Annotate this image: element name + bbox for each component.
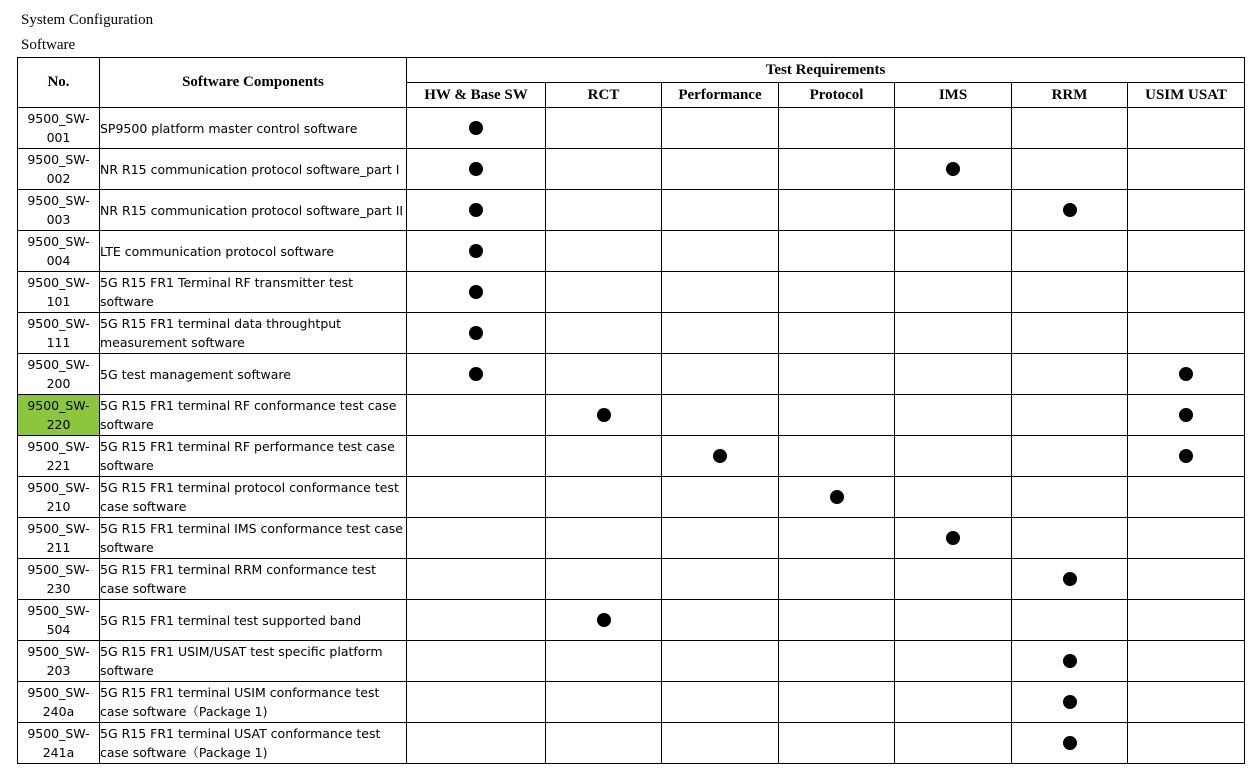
cell-requirement	[662, 600, 779, 641]
table-row	[18, 436, 1245, 477]
cell-requirement	[895, 272, 1012, 313]
cell-requirement	[1128, 641, 1245, 682]
cell-requirement	[1128, 518, 1245, 559]
cell-software-component: 5G R15 FR1 terminal protocol conformance test case software	[100, 477, 407, 518]
cell-requirement	[895, 313, 1012, 354]
cell-requirement	[1128, 313, 1245, 354]
cell-requirement	[546, 682, 662, 723]
cell-requirement	[779, 641, 895, 682]
cell-requirement	[1012, 231, 1128, 272]
header-software-components: Software Components	[100, 58, 407, 108]
cell-requirement	[779, 477, 895, 518]
cell-requirement	[779, 436, 895, 477]
cell-requirement	[895, 600, 1012, 641]
table-row	[18, 600, 1245, 641]
table-row	[18, 313, 1245, 354]
cell-requirement	[546, 108, 662, 149]
cell-requirement	[407, 395, 546, 436]
cell-requirement	[779, 190, 895, 231]
cell-software-component: NR R15 communication protocol software_part II	[100, 190, 407, 231]
cell-requirement	[895, 723, 1012, 764]
header-usim-usat: USIM USAT	[1128, 83, 1245, 108]
header-ims: IMS	[895, 83, 1012, 108]
cell-requirement	[407, 354, 546, 395]
cell-requirement	[779, 354, 895, 395]
bullet-icon	[1063, 654, 1077, 668]
cell-requirement	[1128, 600, 1245, 641]
cell-requirement	[895, 231, 1012, 272]
cell-requirement	[779, 395, 895, 436]
cell-requirement	[546, 477, 662, 518]
cell-requirement	[1012, 477, 1128, 518]
cell-requirement	[546, 600, 662, 641]
cell-requirement	[779, 149, 895, 190]
cell-requirement	[1128, 149, 1245, 190]
cell-requirement	[1012, 190, 1128, 231]
cell-requirement	[1128, 436, 1245, 477]
table-row	[18, 231, 1245, 272]
header-test-requirements: Test Requirements	[407, 58, 1245, 83]
table-row	[18, 149, 1245, 190]
cell-requirement	[779, 518, 895, 559]
cell-requirement	[1128, 108, 1245, 149]
header-no: No.	[18, 58, 100, 108]
bullet-icon	[469, 121, 483, 135]
bullet-icon	[830, 490, 844, 504]
cell-software-component: 5G R15 FR1 terminal IMS conformance test case software	[100, 518, 407, 559]
table-row	[18, 518, 1245, 559]
cell-requirement	[1012, 149, 1128, 190]
bullet-icon	[469, 162, 483, 176]
cell-requirement	[1128, 354, 1245, 395]
software-requirements-table	[17, 57, 1245, 764]
cell-software-component: SP9500 platform master control software	[100, 108, 407, 149]
cell-requirement	[546, 723, 662, 764]
cell-requirement	[895, 108, 1012, 149]
cell-requirement	[1012, 395, 1128, 436]
table-row	[18, 395, 1245, 436]
cell-requirement	[779, 559, 895, 600]
bullet-icon	[597, 613, 611, 627]
bullet-icon	[597, 408, 611, 422]
cell-requirement	[1128, 723, 1245, 764]
cell-software-component: 5G R15 FR1 terminal USAT conformance test case software（Package 1)	[100, 723, 407, 764]
cell-requirement	[546, 231, 662, 272]
page-title: System Configuration	[21, 12, 154, 28]
cell-requirement	[1128, 559, 1245, 600]
cell-requirement	[1012, 354, 1128, 395]
section-title: Software	[21, 37, 76, 53]
cell-requirement	[662, 108, 779, 149]
table-row	[18, 190, 1245, 231]
cell-requirement	[546, 272, 662, 313]
cell-requirement	[1012, 108, 1128, 149]
cell-requirement	[895, 149, 1012, 190]
cell-no: 9500_SW- 200	[18, 354, 100, 395]
cell-requirement	[662, 231, 779, 272]
cell-software-component: 5G R15 FR1 terminal RF conformance test case software	[100, 395, 407, 436]
cell-requirement	[895, 395, 1012, 436]
cell-no: 9500_SW- 203	[18, 641, 100, 682]
cell-no: 9500_SW- 001	[18, 108, 100, 149]
table-row	[18, 723, 1245, 764]
cell-requirement	[407, 231, 546, 272]
cell-requirement	[895, 641, 1012, 682]
cell-requirement	[779, 231, 895, 272]
cell-requirement	[662, 190, 779, 231]
cell-software-component: 5G R15 FR1 terminal RRM conformance test case software	[100, 559, 407, 600]
cell-requirement	[662, 641, 779, 682]
cell-requirement	[407, 600, 546, 641]
cell-requirement	[407, 559, 546, 600]
cell-no: 9500_SW- 241a	[18, 723, 100, 764]
cell-requirement	[895, 518, 1012, 559]
cell-requirement	[407, 641, 546, 682]
cell-requirement	[662, 272, 779, 313]
table-row	[18, 477, 1245, 518]
cell-requirement	[1012, 641, 1128, 682]
cell-requirement	[895, 477, 1012, 518]
bullet-icon	[1063, 695, 1077, 709]
cell-requirement	[662, 436, 779, 477]
cell-requirement	[662, 559, 779, 600]
cell-requirement	[1012, 518, 1128, 559]
bullet-icon	[469, 203, 483, 217]
cell-requirement	[407, 272, 546, 313]
cell-no: 9500_SW- 111	[18, 313, 100, 354]
cell-software-component: 5G R15 FR1 terminal test supported band	[100, 600, 407, 641]
cell-no: 9500_SW- 220	[18, 395, 100, 436]
cell-requirement	[662, 518, 779, 559]
cell-requirement	[662, 395, 779, 436]
cell-requirement	[662, 313, 779, 354]
cell-requirement	[407, 149, 546, 190]
cell-no: 9500_SW- 221	[18, 436, 100, 477]
cell-requirement	[662, 723, 779, 764]
cell-requirement	[407, 682, 546, 723]
cell-requirement	[1012, 313, 1128, 354]
cell-requirement	[662, 354, 779, 395]
bullet-icon	[469, 367, 483, 381]
cell-requirement	[779, 723, 895, 764]
cell-requirement	[779, 600, 895, 641]
cell-requirement	[895, 190, 1012, 231]
table-row	[18, 108, 1245, 149]
bullet-icon	[469, 326, 483, 340]
bullet-icon	[1063, 203, 1077, 217]
cell-requirement	[779, 313, 895, 354]
cell-requirement	[895, 354, 1012, 395]
cell-requirement	[407, 723, 546, 764]
cell-software-component: 5G R15 FR1 terminal RF performance test case software	[100, 436, 407, 477]
cell-requirement	[546, 559, 662, 600]
cell-requirement	[1012, 436, 1128, 477]
cell-requirement	[1012, 559, 1128, 600]
bullet-icon	[946, 162, 960, 176]
cell-requirement	[546, 641, 662, 682]
cell-requirement	[546, 190, 662, 231]
table-row	[18, 272, 1245, 313]
cell-requirement	[1128, 395, 1245, 436]
cell-requirement	[895, 559, 1012, 600]
cell-requirement	[1128, 272, 1245, 313]
bullet-icon	[1063, 736, 1077, 750]
bullet-icon	[1179, 449, 1193, 463]
cell-software-component: 5G R15 FR1 terminal data throughtput measurement software	[100, 313, 407, 354]
cell-requirement	[407, 436, 546, 477]
cell-requirement	[546, 149, 662, 190]
cell-software-component: NR R15 communication protocol software_part I	[100, 149, 407, 190]
bullet-icon	[713, 449, 727, 463]
cell-software-component: 5G R15 FR1 USIM/USAT test specific platform software	[100, 641, 407, 682]
cell-requirement	[546, 395, 662, 436]
cell-requirement	[407, 477, 546, 518]
cell-requirement	[546, 354, 662, 395]
cell-no: 9500_SW- 240a	[18, 682, 100, 723]
cell-requirement	[407, 190, 546, 231]
header-rrm: RRM	[1012, 83, 1128, 108]
header-rct: RCT	[546, 83, 662, 108]
cell-requirement	[546, 436, 662, 477]
cell-requirement	[779, 108, 895, 149]
cell-software-component: 5G R15 FR1 terminal USIM conformance test case software（Package 1)	[100, 682, 407, 723]
cell-requirement	[1012, 723, 1128, 764]
cell-requirement	[779, 272, 895, 313]
cell-requirement	[1128, 231, 1245, 272]
cell-software-component: LTE communication protocol software	[100, 231, 407, 272]
table-row	[18, 641, 1245, 682]
cell-requirement	[407, 108, 546, 149]
cell-requirement	[546, 313, 662, 354]
cell-requirement	[895, 436, 1012, 477]
bullet-icon	[946, 531, 960, 545]
cell-software-component: 5G R15 FR1 Terminal RF transmitter test software	[100, 272, 407, 313]
table-row	[18, 559, 1245, 600]
bullet-icon	[469, 285, 483, 299]
cell-requirement	[895, 682, 1012, 723]
cell-requirement	[662, 477, 779, 518]
cell-requirement	[407, 518, 546, 559]
header-hw-base-sw: HW & Base SW	[407, 83, 546, 108]
cell-requirement	[1128, 190, 1245, 231]
cell-no: 9500_SW- 211	[18, 518, 100, 559]
cell-requirement	[1012, 682, 1128, 723]
cell-no: 9500_SW- 101	[18, 272, 100, 313]
table-row	[18, 682, 1245, 723]
cell-requirement	[662, 149, 779, 190]
bullet-icon	[469, 244, 483, 258]
cell-no: 9500_SW- 210	[18, 477, 100, 518]
header-performance: Performance	[662, 83, 779, 108]
cell-no: 9500_SW- 004	[18, 231, 100, 272]
header-protocol: Protocol	[779, 83, 895, 108]
cell-no: 9500_SW- 003	[18, 190, 100, 231]
bullet-icon	[1179, 367, 1193, 381]
cell-no: 9500_SW- 504	[18, 600, 100, 641]
cell-no: 9500_SW- 230	[18, 559, 100, 600]
cell-requirement	[1128, 682, 1245, 723]
cell-requirement	[1012, 600, 1128, 641]
cell-requirement	[1012, 272, 1128, 313]
cell-requirement	[407, 313, 546, 354]
bullet-icon	[1179, 408, 1193, 422]
cell-requirement	[1128, 477, 1245, 518]
cell-no: 9500_SW- 002	[18, 149, 100, 190]
cell-requirement	[546, 518, 662, 559]
cell-software-component: 5G test management software	[100, 354, 407, 395]
bullet-icon	[1063, 572, 1077, 586]
cell-requirement	[779, 682, 895, 723]
cell-requirement	[662, 682, 779, 723]
table-row	[18, 354, 1245, 395]
